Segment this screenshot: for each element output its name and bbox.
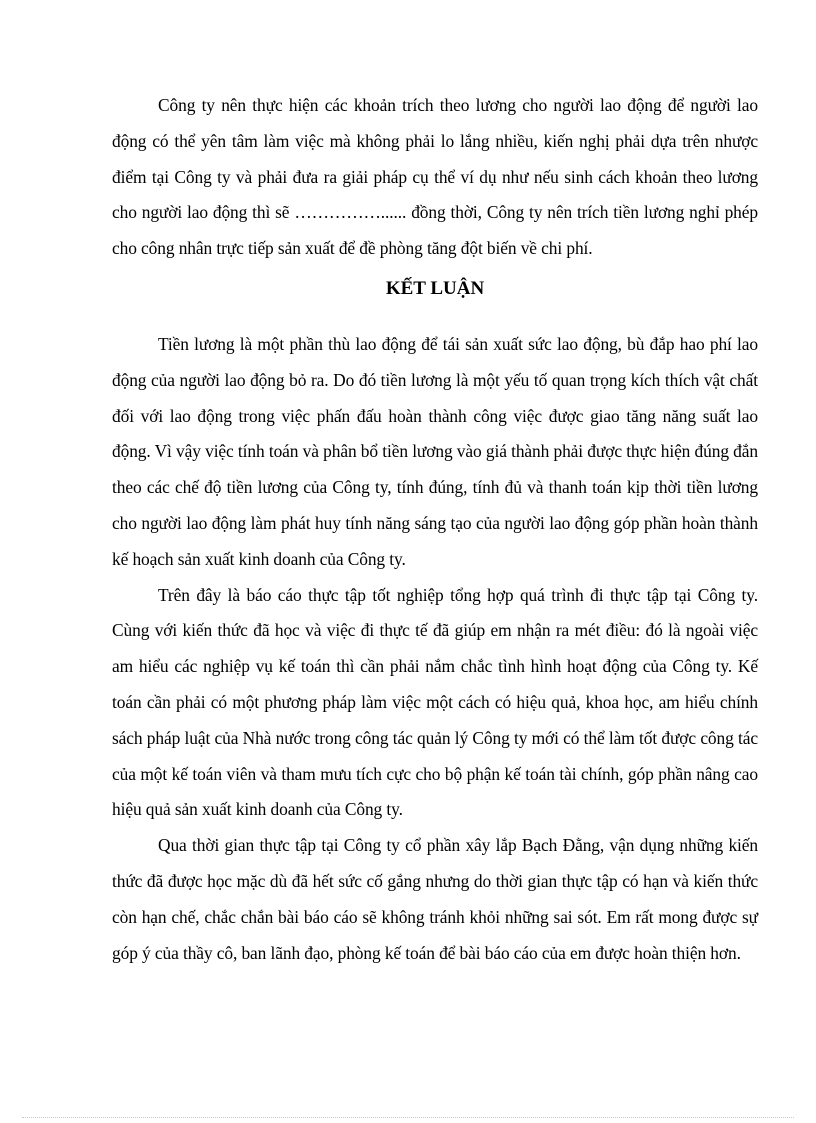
section-heading-conclusion: KẾT LUẬN	[385, 277, 485, 299]
paragraph-conclusion-thanks: Qua thời gian thực tập tại Công ty cổ phần xây lắp Bạch Đằng, vận dụng những kiến thức đã được học mặc dù đã hết sức cố gắng nhưng do thời gian thực tập có hạn và kiến thức còn hạn chế, chắc chắn bài báo cáo sẽ không tránh khỏi những sai sót. Em rất mong được sự góp ý của thầy cô, ban lãnh đạo, phòng kế toán để bài báo cáo của em được hoàn thiện hơn.	[112, 835, 758, 963]
page-bottom-divider	[22, 1117, 794, 1118]
document-page	[112, 88, 758, 971]
paragraph-conclusion-salary: Tiền lương là một phần thù lao động để tái sản xuất sức lao động, bù đắp hao phí lao động của người lao động bỏ ra. Do đó tiền lương là một yếu tố quan trọng kích thích vật chất đối với lao động trong việc phấn đấu hoàn thành công việc được giao tăng năng suất lao động. Vì vậy việc tính toán và phân bổ tiền lương vào giá thành phải được thực hiện đúng đắn theo các chế độ tiền lương của Công ty, tính đúng, tính đủ và thanh toán kịp thời tiền lương cho người lao động làm phát huy tính năng sáng tạo của người lao động góp phần hoàn thành kế hoạch sản xuất kinh doanh của Công ty.	[112, 333, 758, 569]
paragraph-conclusion-report: Trên đây là báo cáo thực tập tốt nghiệp tổng hợp quá trình đi thực tập tại Công ty. Cùng với kiến thức đã học và việc đi thực tế đã giúp em nhận ra mét điều: đó là ngoài việc am hiểu các nghiệp vụ kế toán thì cần phải nắm chắc tình hình hoạt động của Công ty. Kế toán cần phải có một phương pháp làm việc một cách có hiệu quả, khoa học, am hiểu chính sách pháp luật của Nhà nước trong công tác quản lý Công ty mới có thể làm tốt được công tác của một kế toán viên và tham mưu tích cực cho bộ phận kế toán tài chính, góp phần nâng cao hiệu quả sản xuất kinh doanh của Công ty.	[112, 584, 758, 820]
paragraph-recommendation: Công ty nên thực hiện các khoản trích theo lương cho người lao động để người lao động có thể yên tâm làm việc mà không phải lo lắng nhiều, kiến nghị phải dựa trên nhược điểm tại Công ty và phải đưa ra giải pháp cụ thể ví dụ như nếu sinh cách khoản theo lương cho người lao động thì sẽ ……………...... đồng thời, Công ty nên trích tiền lương nghỉ phép cho công nhân trực tiếp sản xuất để đề phòng tăng đột biến về chi phí.	[112, 95, 758, 259]
